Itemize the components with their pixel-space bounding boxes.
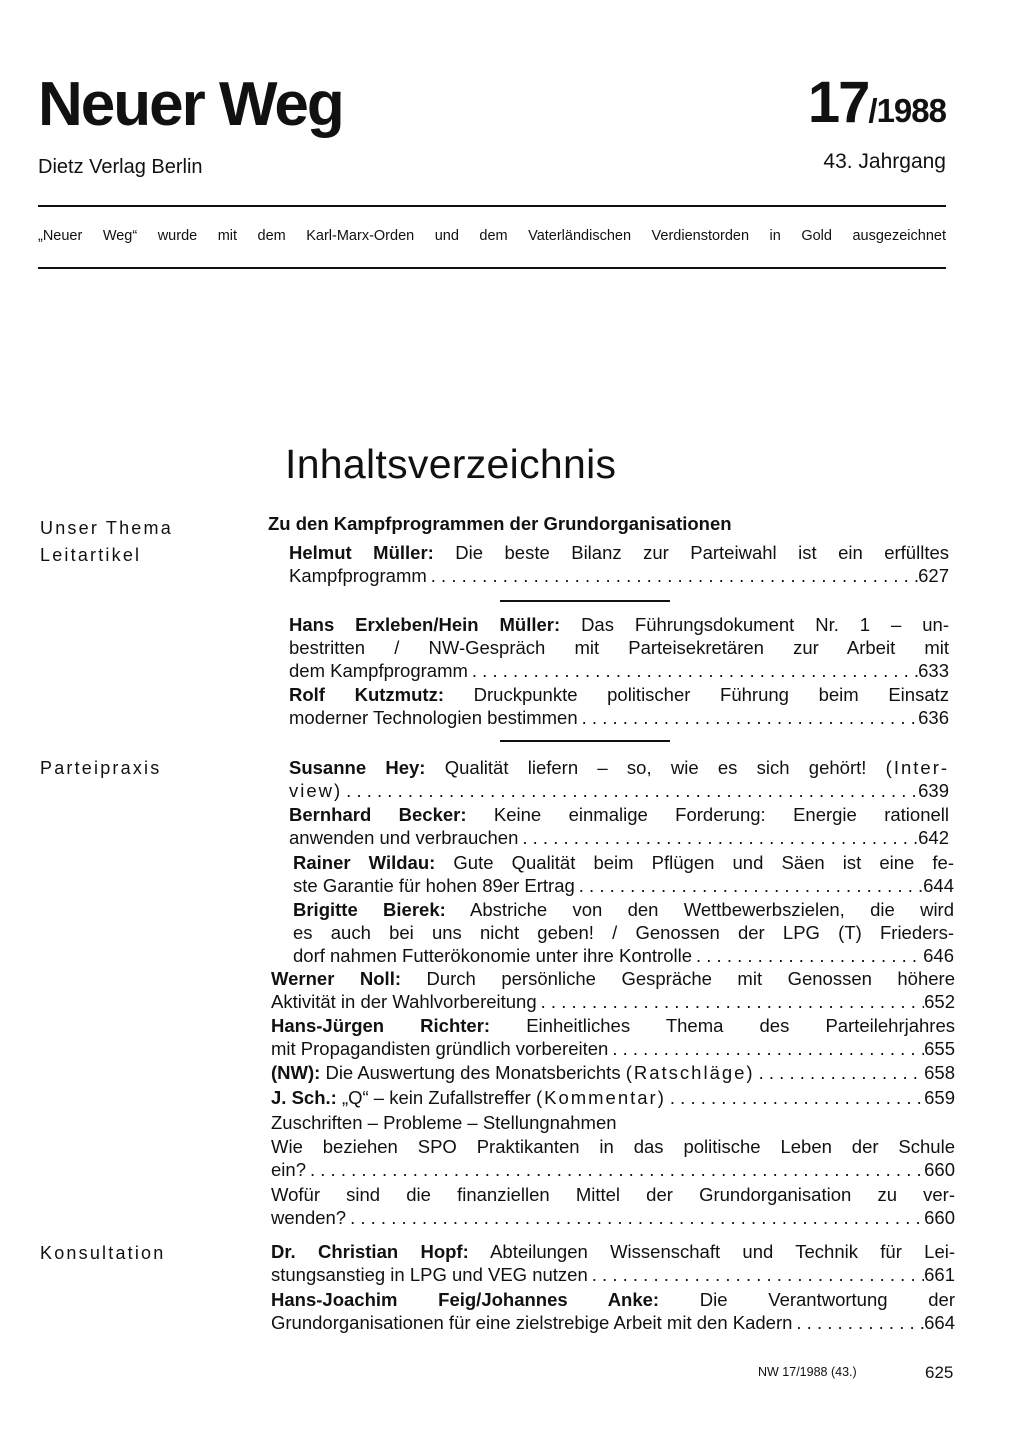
entry-author: Rainer Wildau: [293, 852, 436, 873]
entry-page: 660 [924, 1159, 955, 1180]
entry-title-end: moderner Technologien bestimmen [289, 707, 578, 728]
entry-page: 661 [924, 1264, 955, 1285]
entry-author: Hans-Jürgen Richter: [271, 1015, 491, 1036]
publisher-name: Dietz Verlag Berlin [38, 156, 203, 178]
section-label-konsultation: Konsultation [40, 1243, 166, 1263]
entry-title-end: Aktivität in der Wahlvorbereitung [271, 991, 537, 1012]
leader-dots [666, 1086, 924, 1109]
entry-title-end: Grundorganisationen für eine zielstrebige Arbeit mit den Kadern [271, 1312, 793, 1333]
entry-page: 658 [924, 1062, 955, 1083]
toc-entry [289, 756, 949, 802]
entry-title-end: ein? [271, 1159, 306, 1180]
footer-issue-ref: NW 17/1988 (43.) [758, 1365, 857, 1379]
section-label-parteipraxis: Parteipraxis [40, 758, 162, 778]
entry-page: 652 [924, 991, 955, 1012]
section-label-unser-thema: Unser Thema [40, 518, 173, 538]
toc-entry [271, 1288, 955, 1334]
leader-dots [346, 1206, 924, 1229]
magazine-title: Neuer Weg [38, 70, 343, 139]
leader-dots [427, 564, 918, 587]
entry-title-spaced: (Ratschläge) [625, 1062, 755, 1083]
entry-title-line: Qualität liefern – so, wie es sich gehört! [444, 757, 867, 778]
toc-entry [271, 1086, 955, 1109]
entry-page: 639 [918, 780, 949, 801]
entry-title-line: Keine einmalige Forderung: Energie rationell [493, 804, 949, 825]
entry-title-line: Wie beziehen SPO Praktikanten in das politische Leben der Schule [271, 1136, 955, 1157]
entry-author: Hans Erxleben/Hein Müller: [289, 614, 561, 635]
entry-title-line: Die Verantwortung der [699, 1289, 955, 1310]
divider-top [38, 205, 946, 207]
entry-title-end: Kampfprogramm [289, 565, 427, 586]
entry-page: 636 [918, 707, 949, 728]
entry-title-end: mit Propagandisten gründlich vorbereiten [271, 1038, 609, 1059]
leader-dots [755, 1061, 925, 1084]
entry-title-line: es auch bei uns nicht geben! / Genossen der LPG (T) Frieders- [293, 922, 954, 943]
letters-heading: Zuschriften – Probleme – Stellungnahmen [271, 1112, 617, 1133]
leader-dots [578, 706, 918, 729]
entry-title-end: „Q“ – kein Zufallstreffer [341, 1087, 531, 1108]
issue-number-value: 17 [807, 70, 869, 135]
entry-page: 664 [924, 1312, 955, 1333]
separator-line [500, 740, 670, 742]
toc-entry [271, 1135, 955, 1181]
divider-bottom [38, 267, 946, 269]
entry-author: (NW): [271, 1062, 321, 1083]
entry-title-line: Wofür sind die finanziellen Mittel der Grundorganisation zu ver- [271, 1184, 955, 1205]
leader-dots [692, 944, 923, 967]
entry-title-line: bestritten / NW-Gespräch mit Parteisekretären zur Arbeit mit [289, 637, 949, 658]
entry-title-line: Durch persönliche Gespräche mit Genossen höhere [426, 968, 955, 989]
issue-number [807, 70, 946, 135]
separator-line [500, 600, 670, 602]
entry-page: 660 [924, 1207, 955, 1228]
entry-title-end: dorf nahmen Futterökonomie unter ihre Kontrolle [293, 945, 692, 966]
entry-page: 659 [924, 1087, 955, 1108]
leader-dots [575, 874, 923, 897]
leader-dots [537, 990, 924, 1013]
entry-title-line: Einheitliches Thema des Parteilehrjahres [526, 1015, 955, 1036]
entry-title-end: view) [289, 780, 343, 801]
toc-entry [289, 541, 949, 587]
entry-author: Helmut Müller: [289, 542, 434, 563]
entry-title-end: stungsanstieg in LPG und VEG nutzen [271, 1264, 588, 1285]
entry-title-spaced: (Kommentar) [535, 1087, 666, 1108]
volume-label: 43. Jahrgang [823, 150, 946, 173]
entry-title-end: ste Garantie für hohen 89er Ertrag [293, 875, 575, 896]
entry-author: Brigitte Bierek: [293, 899, 446, 920]
entry-title-end: dem Kampfprogramm [289, 660, 468, 681]
entry-author: Werner Noll: [271, 968, 401, 989]
toc-entry [271, 1061, 955, 1084]
leader-dots [342, 779, 918, 802]
award-line: „Neuer Weg“ wurde mit dem Karl-Marx-Orden und dem Vaterländischen Verdienstorden in Gold ausgezeichnet [38, 228, 946, 244]
entry-page: 633 [918, 660, 949, 681]
entry-page: 644 [923, 875, 954, 896]
entry-author: Susanne Hey: [289, 757, 426, 778]
entry-title-line: Das Führungsdokument Nr. 1 – un- [581, 614, 949, 635]
entry-page: 627 [918, 565, 949, 586]
theme-heading: Zu den Kampfprogrammen der Grundorganisationen [268, 513, 732, 534]
leader-dots [468, 659, 918, 682]
entry-title-line: Abteilungen Wissenschaft und Technik für Lei- [490, 1241, 955, 1262]
issue-year: /1988 [868, 92, 946, 129]
toc-entry [271, 1014, 955, 1060]
leader-dots [608, 1037, 924, 1060]
toc-entry [289, 613, 949, 682]
toc-entry [289, 803, 949, 849]
leader-dots [588, 1263, 924, 1286]
entry-title-end: anwenden und verbrauchen [289, 827, 519, 848]
leader-dots [792, 1311, 924, 1334]
toc-title: Inhaltsverzeichnis [285, 441, 617, 487]
toc-entry [271, 967, 955, 1013]
entry-page: 655 [924, 1038, 955, 1059]
entry-title-spaced: (Inter- [885, 757, 949, 778]
page-number: 625 [925, 1363, 954, 1382]
entry-author: J. Sch.: [271, 1087, 337, 1108]
entry-author: Rolf Kutzmutz: [289, 684, 444, 705]
entry-title-line: Die beste Bilanz zur Parteiwahl ist ein erfülltes [455, 542, 949, 563]
entry-title-end: wenden? [271, 1207, 347, 1228]
toc-entry [293, 898, 954, 967]
entry-author: Bernhard Becker: [289, 804, 467, 825]
toc-entry [293, 851, 954, 897]
entry-author: Dr. Christian Hopf: [271, 1241, 469, 1262]
toc-entry [271, 1240, 955, 1286]
entry-page: 642 [918, 827, 949, 848]
toc-entry [289, 683, 949, 729]
leader-dots [306, 1158, 924, 1181]
entry-author: Hans-Joachim Feig/Johannes Anke: [271, 1289, 660, 1310]
entry-page: 646 [923, 945, 954, 966]
entry-title-line: Abstriche von den Wettbewerbszielen, die wird [470, 899, 954, 920]
leader-dots [518, 826, 918, 849]
entry-title-line: Gute Qualität beim Pflügen und Säen ist eine fe- [453, 852, 954, 873]
section-label-leitartikel: Leitartikel [40, 545, 142, 565]
entry-title-line: Druckpunkte politischer Führung beim Einsatz [473, 684, 949, 705]
toc-entry [271, 1183, 955, 1229]
entry-title-end: Die Auswertung des Monatsberichts [325, 1062, 621, 1083]
